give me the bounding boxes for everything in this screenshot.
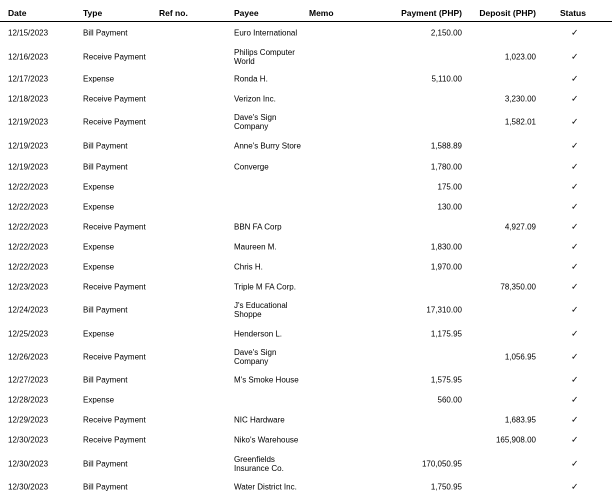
table-row[interactable] (0, 109, 612, 135)
cell-deposit: 1,023.00 (504, 52, 536, 61)
status-checkmark-icon: ✓ (571, 481, 579, 492)
cell-type: Expense (83, 395, 115, 405)
cell-payee: J's Educational Shoppe (234, 300, 288, 319)
cell-payment: 1,750.95 (430, 482, 462, 492)
status-checkmark-icon: ✓ (571, 458, 579, 468)
cell-date: 12/30/2023 (8, 435, 49, 445)
table-row[interactable] (0, 22, 612, 44)
cell-date: 12/28/2023 (8, 395, 49, 405)
cell-deposit: 1,582.01 (504, 117, 536, 127)
cell-date: 12/22/2023 (8, 242, 49, 252)
cell-date: 12/15/2023 (8, 28, 49, 38)
cell-date: 12/18/2023 (8, 94, 49, 103)
cell-payment: 1,970.00 (430, 262, 462, 272)
cell-type: Expense (83, 74, 115, 83)
cell-date: 12/22/2023 (8, 202, 49, 212)
status-checkmark-icon: ✓ (571, 328, 579, 338)
cell-type: Receive Payment (83, 222, 146, 232)
status-checkmark-icon: ✓ (571, 116, 579, 127)
cell-payee: Chris H. (234, 262, 263, 272)
cell-date: 12/19/2023 (8, 117, 49, 127)
cell-payee: Converge (234, 162, 269, 172)
table-row[interactable] (0, 323, 612, 344)
cell-payee: Greenfields Insurance Co. (234, 454, 284, 473)
column-header-payee[interactable]: Payee (234, 8, 259, 18)
status-checkmark-icon: ✓ (571, 434, 579, 445)
cell-type: Bill Payment (83, 305, 128, 314)
cell-type: Expense (83, 329, 115, 338)
table-row[interactable] (0, 344, 612, 370)
cell-payee: BBN FA Corp (234, 222, 282, 232)
cell-date: 12/27/2023 (8, 375, 49, 385)
cell-payment: 175.00 (437, 182, 462, 192)
cell-payee: Henderson L. (234, 329, 283, 338)
status-checkmark-icon: ✓ (571, 414, 579, 425)
table-row[interactable] (0, 217, 612, 237)
status-checkmark-icon: ✓ (571, 51, 579, 61)
table-row[interactable] (0, 477, 612, 497)
cell-type: Bill Payment (83, 375, 128, 385)
cell-type: Receive Payment (83, 52, 146, 61)
table-row[interactable] (0, 197, 612, 217)
cell-type: Bill Payment (83, 482, 128, 492)
cell-date: 12/23/2023 (8, 282, 49, 291)
cell-date: 12/22/2023 (8, 182, 49, 192)
table-row[interactable] (0, 430, 612, 450)
cell-payee: Dave's Sign Company (234, 113, 277, 131)
table-header (0, 0, 612, 22)
column-header-status[interactable]: Status (560, 8, 586, 18)
cell-payment: 5,110.00 (431, 74, 462, 83)
table-row[interactable] (0, 135, 612, 157)
column-header-payment[interactable]: Payment (PHP) (401, 8, 462, 18)
cell-date: 12/30/2023 (8, 459, 49, 468)
table-row[interactable] (0, 370, 612, 390)
cell-type: Bill Payment (83, 141, 128, 151)
cell-type: Expense (83, 182, 115, 192)
cell-type: Receive Payment (83, 282, 146, 291)
column-header-memo[interactable]: Memo (309, 8, 334, 18)
cell-date: 12/16/2023 (8, 52, 49, 61)
cell-payment: 130.00 (437, 202, 462, 212)
status-checkmark-icon: ✓ (571, 394, 579, 405)
cell-type: Bill Payment (83, 28, 128, 38)
cell-payee: Verizon Inc. (234, 94, 276, 103)
cell-type: Receive Payment (83, 117, 146, 127)
cell-payee: Maureen M. (234, 242, 277, 252)
status-checkmark-icon: ✓ (571, 140, 579, 151)
cell-payee: Water District Inc. (234, 482, 297, 492)
cell-type: Expense (83, 242, 115, 252)
status-checkmark-icon: ✓ (571, 27, 579, 38)
cell-type: Receive Payment (83, 415, 146, 425)
status-checkmark-icon: ✓ (571, 161, 579, 172)
cell-payment: 17,310.00 (426, 305, 462, 314)
cell-type: Receive Payment (83, 352, 146, 362)
column-header-deposit[interactable]: Deposit (PHP) (479, 8, 536, 18)
table-row[interactable] (0, 69, 612, 88)
cell-payment: 2,150.00 (430, 28, 462, 38)
cell-date: 12/19/2023 (8, 162, 49, 172)
cell-date: 12/30/2023 (8, 482, 49, 492)
cell-date: 12/26/2023 (8, 352, 49, 362)
cell-date: 12/19/2023 (8, 141, 49, 151)
table-row[interactable] (0, 88, 612, 109)
cell-payee: Dave's Sign Company (234, 348, 277, 366)
cell-date: 12/17/2023 (8, 74, 49, 83)
status-checkmark-icon: ✓ (571, 201, 579, 212)
cell-payment: 1,175.95 (430, 329, 462, 338)
cell-deposit: 78,350.00 (500, 282, 536, 291)
column-header-ref-no[interactable]: Ref no. (159, 8, 188, 18)
table-row[interactable] (0, 390, 612, 410)
cell-payment: 170,050.95 (421, 459, 462, 468)
cell-payment: 560.00 (437, 395, 462, 405)
cell-type: Expense (83, 202, 115, 212)
cell-date: 12/24/2023 (8, 305, 49, 314)
cell-date: 12/29/2023 (8, 415, 49, 425)
status-checkmark-icon: ✓ (571, 181, 579, 192)
cell-payee: M's Smoke House (234, 375, 299, 385)
cell-payment: 1,575.95 (430, 375, 462, 385)
cell-payee: Euro International (234, 28, 298, 38)
cell-deposit: 1,683.95 (504, 415, 536, 425)
cell-date: 12/25/2023 (8, 329, 49, 338)
cell-date: 12/22/2023 (8, 262, 49, 272)
status-checkmark-icon: ✓ (571, 304, 579, 314)
column-header-date[interactable]: Date (8, 8, 27, 18)
cell-payee: Ronda H. (234, 74, 268, 83)
table-row[interactable] (0, 296, 612, 323)
cell-type: Receive Payment (83, 94, 146, 103)
cell-type: Receive Payment (83, 435, 146, 445)
cell-type: Expense (83, 262, 115, 272)
cell-payee: Philips Computer World (234, 47, 295, 66)
cell-deposit: 1,056.95 (504, 352, 536, 362)
cell-payment: 1,588.89 (430, 141, 462, 151)
cell-date: 12/22/2023 (8, 222, 49, 232)
status-checkmark-icon: ✓ (571, 281, 579, 291)
table-row[interactable] (0, 257, 612, 277)
table-row[interactable] (0, 450, 612, 477)
cell-payee: NIC Hardware (234, 415, 285, 425)
table-row[interactable] (0, 237, 612, 257)
cell-type: Bill Payment (83, 459, 128, 468)
status-checkmark-icon: ✓ (571, 374, 579, 385)
status-checkmark-icon: ✓ (571, 241, 579, 252)
cell-payee: Niko's Warehouse (234, 435, 299, 445)
table-row[interactable] (0, 157, 612, 177)
table-row[interactable] (0, 44, 612, 69)
cell-deposit: 3,230.00 (504, 94, 536, 103)
table-row[interactable] (0, 410, 612, 430)
cell-payee: Anne's Burry Store (234, 141, 301, 151)
cell-deposit: 165,908.00 (495, 435, 536, 445)
cell-payment: 1,780.00 (430, 162, 462, 172)
cell-type: Bill Payment (83, 162, 128, 172)
status-checkmark-icon: ✓ (571, 261, 579, 272)
column-header-type[interactable]: Type (83, 8, 103, 18)
cell-deposit: 4,927.09 (504, 222, 536, 232)
status-checkmark-icon: ✓ (571, 351, 579, 362)
cell-payee: Triple M FA Corp. (234, 282, 296, 291)
cell-payment: 1,830.00 (430, 242, 462, 252)
table-row[interactable] (0, 177, 612, 197)
status-checkmark-icon: ✓ (571, 93, 579, 103)
table-row[interactable] (0, 277, 612, 296)
status-checkmark-icon: ✓ (571, 73, 579, 83)
status-checkmark-icon: ✓ (571, 221, 579, 232)
